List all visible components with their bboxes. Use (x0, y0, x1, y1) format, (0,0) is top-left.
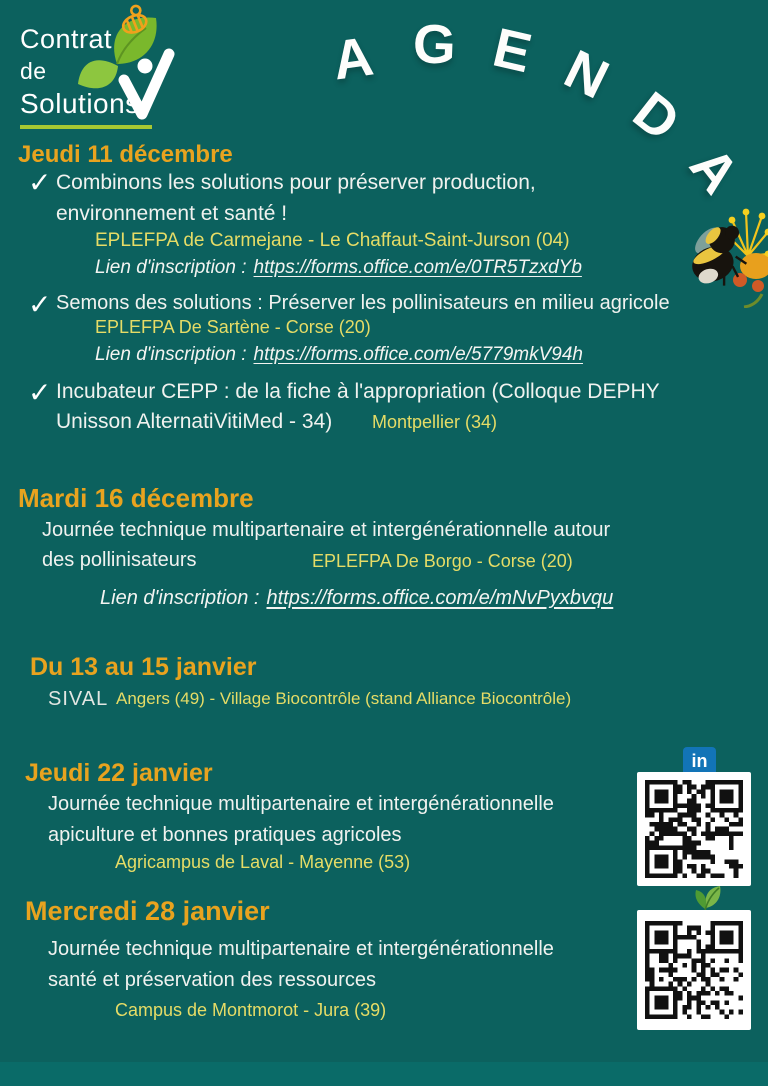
title-letter: A (328, 24, 377, 92)
event-location: EPLEFPA De Sartène - Corse (20) (95, 317, 371, 337)
logo-text-line2: de (20, 58, 47, 84)
sprout-leaf-icon (690, 882, 726, 912)
section-heading-du-13-au-15-janvier: Du 13 au 15 janvier (30, 653, 257, 681)
qr-code-pattern (645, 918, 743, 1022)
qr-code-website (637, 910, 751, 1030)
event-title: Incubateur CEPP : de la fiche à l'appropriation (Colloque DEPHY (56, 380, 660, 403)
logo-text-line3: Solutions (20, 88, 140, 119)
event-location: Agricampus de Laval - Mayenne (53) (115, 852, 411, 872)
title-letter: G (411, 12, 457, 76)
title-letter: D (622, 79, 692, 153)
event-title: des pollinisateurs (42, 549, 197, 571)
event-title: Journée technique multipartenaire et intergénérationnelle (48, 938, 554, 960)
bottom-stripe-decoration (0, 1062, 768, 1086)
section-heading-jeudi-11-decembre: Jeudi 11 décembre (18, 141, 233, 168)
checkmark-icon: ✓ (28, 289, 52, 320)
qr-code-pattern (645, 780, 743, 878)
registration-link-label: Lien d'inscription : (95, 344, 247, 365)
event-title: Combinons les solutions pour préserver production, (56, 171, 536, 194)
event-location: EPLEFPA de Carmejane - Le Chaffaut-Saint-Jurson (04) (95, 230, 570, 251)
registration-link-label: Lien d'inscription : (95, 257, 247, 278)
registration-link-label: Lien d'inscription : (100, 587, 260, 609)
logo-underline (20, 125, 152, 129)
contrat-de-solutions-logo (14, 8, 182, 136)
registration-link-line (95, 257, 582, 279)
event-location: Montpellier (34) (372, 412, 498, 432)
event-title: Semons des solutions : Préserver les pollinisateurs en milieu agricole (56, 292, 670, 314)
bee-on-flower-photo (674, 194, 768, 308)
registration-link-line (100, 587, 613, 610)
event-location: Angers (49) - Village Biocontrôle (stand Alliance Biocontrôle) (116, 689, 572, 708)
logo-text-line1: Contrat (20, 24, 113, 54)
section-heading-jeudi-22-janvier: Jeudi 22 janvier (25, 759, 213, 787)
title-letter: N (555, 37, 619, 111)
registration-link-url[interactable]: https://forms.office.com/e/mNvPyxbvqu (266, 587, 614, 609)
event-title: SIVAL (48, 688, 109, 710)
title-letter: E (487, 15, 538, 85)
section-heading-mercredi-28-janvier: Mercredi 28 janvier (25, 896, 270, 926)
event-title: apiculture et bonnes pratiques agricoles (48, 824, 402, 846)
title-letter: A (678, 135, 752, 205)
checkmark-icon: ✓ (28, 377, 52, 408)
checkmark-icon: ✓ (28, 167, 52, 198)
registration-link-url[interactable]: https://forms.office.com/e/5779mkV94h (253, 344, 583, 365)
event-title: Journée technique multipartenaire et intergénérationnelle autour (42, 519, 611, 541)
linkedin-icon: in (683, 747, 716, 776)
registration-link-line (95, 344, 583, 366)
event-title: santé et préservation des ressources (48, 969, 376, 991)
event-location: Campus de Montmorot - Jura (39) (115, 1000, 387, 1020)
event-title: Unisson AlternatiVitiMed - 34) (56, 410, 333, 433)
section-heading-mardi-16-decembre: Mardi 16 décembre (18, 483, 254, 513)
event-title: Journée technique multipartenaire et intergénérationnelle (48, 793, 554, 815)
event-title: environnement et santé ! (56, 202, 288, 225)
event-location: EPLEFPA De Borgo - Corse (20) (312, 551, 573, 571)
registration-link-url[interactable]: https://forms.office.com/e/0TR5TzxdYb (253, 257, 582, 278)
qr-code-linkedin (637, 772, 751, 886)
